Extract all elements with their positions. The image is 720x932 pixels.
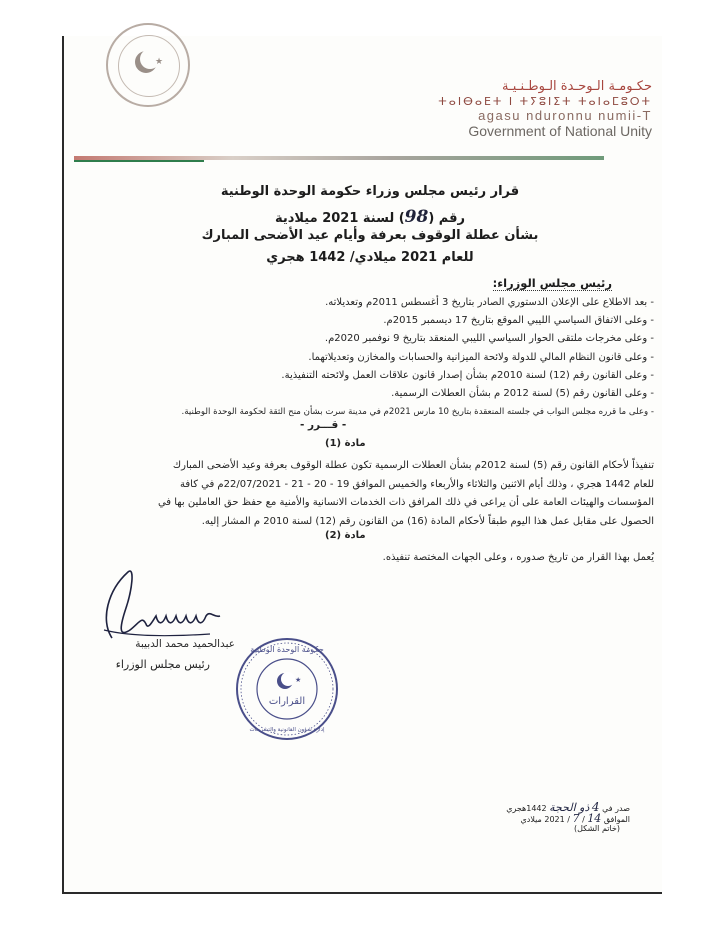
article1-body: [94, 457, 654, 531]
preamble-clauses: [94, 294, 654, 421]
article1-line: للعام 1442 هجري ، وذلك أيام الاثنين والثلاثاء والأربعاء والخميس الموافق 19 - 20 - 21 - 22/07/2021م في كافة: [180, 478, 654, 490]
article1-line: المؤسسات والهيئات العامة على أن يراعى في ذلك المرافق ذات الخدمات الانسانية والأمنية مع حفظ حق العاملين بها في: [157, 497, 654, 508]
addressee: رئيس مجلس الوزراء:: [492, 276, 612, 290]
issued-day: 4: [591, 800, 600, 814]
decree-title-line2: رقم (98) لسنة 2021 ميلادية: [274, 207, 466, 227]
clause: - وعلى القانون رقم (12) لسنة 2010م بشأن إصدار قانون علاقات العمل ولائحته التنفيذية.: [281, 369, 654, 381]
gov-name-tifinagh: ⵜⴰⵏⴱⴰⴹⵜ ⵏ ⵜⵢⵓⵏⵉⵜ ⵜⴰⵏⴰⵎⵓⵔⵜ: [438, 95, 652, 108]
seal-top-text: حكومة الوحدة الوطنية: [250, 645, 324, 654]
article2-body: يُعمل بهذا القرار من تاريخ صدوره ، وعلى الجهات المختصة تنفيذه.: [382, 552, 654, 563]
article1-line: تنفيذاً لأحكام القانون رقم (5) لسنة 2012م بشأن العطلات الرسمية تكون عطلة الوقوف بعرفة وعيد الأضحى المبارك: [172, 460, 654, 471]
decree-title-line4: للعام 2021 ميلادي/ 1442 هجري: [266, 250, 474, 265]
clause: - بعد الاطلاع على الإعلان الدستوري الصادر بتاريخ 3 أغسطس 2011م وتعديلاته.: [325, 297, 654, 308]
decree-title-line3: بشأن عطلة الوقوف بعرفة وأيام عيد الأضحى المبارك: [201, 228, 539, 243]
issued-month: ذو الحجة: [549, 801, 590, 814]
seal-bottom-text: إدارة شؤون القانونية والتشريعات: [249, 727, 325, 733]
corresp-month: 7: [572, 812, 580, 825]
issued-date-line: صدر في 4 ذو الحجة 1442هجري: [506, 800, 630, 814]
clause: - وعلى ما قرره مجلس النواب في جلسته المنعقدة بتاريخ 10 مارس 2021م في مدينة سرت بشأن منح الثقة لحكومة الوحدة الوطنية.: [181, 407, 654, 418]
svg-text:★: ★: [295, 676, 302, 684]
corresp-day: 14: [587, 812, 602, 825]
signature-mark: [90, 560, 240, 650]
article1-heading: مادة (1): [325, 438, 366, 449]
seal-center-text: القرارات: [268, 696, 306, 707]
corresponding-date-line: الموافق 14 / 7 / 2021 ميلادي: [520, 812, 630, 825]
gov-name-english: Government of National Unity: [468, 123, 652, 139]
government-emblem: [106, 23, 190, 107]
official-seal: [235, 637, 339, 741]
star-icon: ★: [155, 57, 164, 67]
gov-name-arabic: حكـومـة الـوحـدة الـوطـنـيـة: [501, 79, 652, 94]
article1-line: الحصول على مقابل عمل هذا اليوم طبقاً لأحكام المادة (16) من القانون رقم (12) لسنة 2010 م المشار إليه.: [201, 515, 654, 527]
clause: - وعلى قانون النظام المالي للدولة ولائحة الميزانية والحسابات والمخازن وتعديلاتهما.: [308, 351, 654, 363]
signatory-title: رئيس مجلس الوزراء: [115, 658, 210, 671]
decree-word: - قـــرر -: [300, 419, 347, 431]
gov-name-latin: agasu nduronnu numii-T: [478, 108, 652, 123]
signatory-name: عبدالحميد محمد الدبيبة: [135, 638, 235, 650]
decree-number: 98: [404, 207, 429, 227]
header-stripe-green: [74, 160, 204, 162]
decree-title-line1: قرار رئيس مجلس وزراء حكومة الوحدة الوطنية: [220, 184, 520, 199]
reference-footer: (خاتم الشكل): [574, 824, 620, 833]
government-name-block: [438, 79, 652, 139]
clause: - وعلى القانون رقم (5) لسنة 2012 م بشأن العطلات الرسمية.: [391, 388, 654, 400]
clause: - وعلى مخرجات ملتقى الحوار السياسي الليبي المنعقد بتاريخ 9 نوفمبر 2020م.: [324, 333, 654, 345]
clause: - وعلى الاتفاق السياسي الليبي الموقع بتاريخ 17 ديسمبر 2015م.: [383, 315, 654, 327]
article2-heading: مادة (2): [325, 530, 366, 541]
